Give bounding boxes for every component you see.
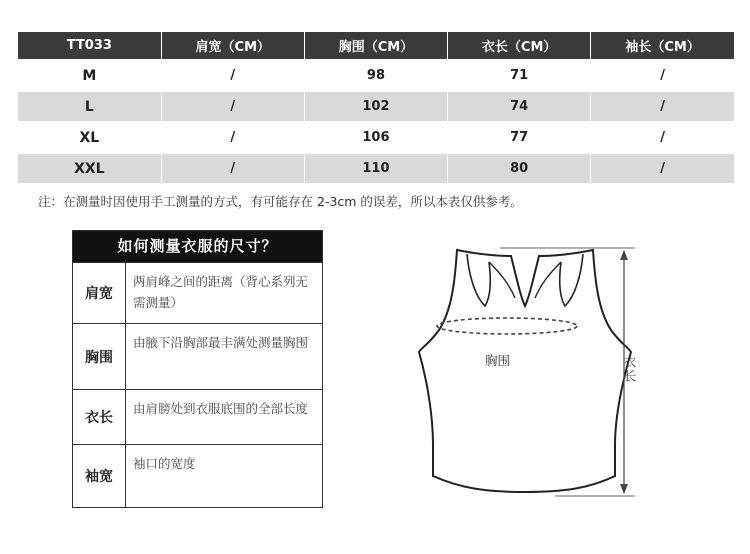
header-chest: 胸围（CM） — [304, 32, 447, 60]
sleeve-cell: / — [591, 122, 734, 153]
tank-top-diagram — [405, 240, 655, 502]
length-arrow-bottom — [620, 484, 628, 494]
how-to-row — [73, 262, 322, 323]
measurement-note: 注：在测量时因使用手工测量的方式，有可能存在 2-3cm 的误差，所以本表仅供参考。 — [38, 194, 523, 209]
sleeve-cell: / — [591, 91, 734, 122]
length-cell: 74 — [448, 91, 591, 122]
chest-cell: 106 — [304, 122, 447, 153]
header-length: 衣长（CM） — [448, 32, 591, 60]
how-to-term: 胸围 — [73, 324, 126, 389]
header-shoulder: 肩宽（CM） — [161, 32, 304, 60]
how-to-desc: 由腋下沿胸部最丰满处测量胸围 — [133, 335, 309, 350]
how-to-term: 袖宽 — [73, 445, 126, 507]
size-table — [18, 32, 734, 183]
size-cell: XL — [18, 122, 161, 153]
chest-cell: 98 — [304, 60, 447, 91]
length-arrow-top — [620, 250, 628, 260]
how-to-row — [73, 389, 322, 444]
how-to-row — [73, 323, 322, 389]
size-table-header-row — [18, 32, 734, 60]
length-cell: 71 — [448, 60, 591, 91]
shoulder-cell: / — [161, 122, 304, 153]
size-cell: XXL — [18, 153, 161, 183]
size-cell: L — [18, 91, 161, 122]
shoulder-cell: / — [161, 60, 304, 91]
how-to-desc: 两肩峰之间的距离（背心系列无需测量） — [133, 274, 309, 310]
how-to-measure-box — [72, 230, 323, 508]
how-to-desc: 袖口的宽度 — [133, 456, 196, 471]
sleeve-cell: / — [591, 153, 734, 183]
chest-label: 胸围 — [485, 353, 511, 368]
sleeve-cell: / — [591, 60, 734, 91]
table-row — [18, 122, 734, 153]
table-row — [18, 60, 734, 91]
length-label: 衣长 — [622, 355, 637, 384]
how-to-desc: 由肩膀处到衣服底围的全部长度 — [133, 401, 309, 416]
chest-cell: 102 — [304, 91, 447, 122]
how-to-term: 衣长 — [73, 390, 126, 444]
length-cell: 77 — [448, 122, 591, 153]
table-row — [18, 91, 734, 122]
how-to-row — [73, 444, 322, 507]
header-sleeve: 袖长（CM） — [591, 32, 734, 60]
shoulder-cell: / — [161, 153, 304, 183]
how-to-title: 如何测量衣服的尺寸？ — [73, 231, 322, 262]
tank-top-outline — [419, 250, 631, 492]
how-to-term: 肩宽 — [73, 263, 126, 323]
table-row — [18, 153, 734, 183]
length-cell: 80 — [448, 153, 591, 183]
size-cell: M — [18, 60, 161, 91]
header-model: TT033 — [18, 32, 161, 60]
chest-cell: 110 — [304, 153, 447, 183]
shoulder-cell: / — [161, 91, 304, 122]
